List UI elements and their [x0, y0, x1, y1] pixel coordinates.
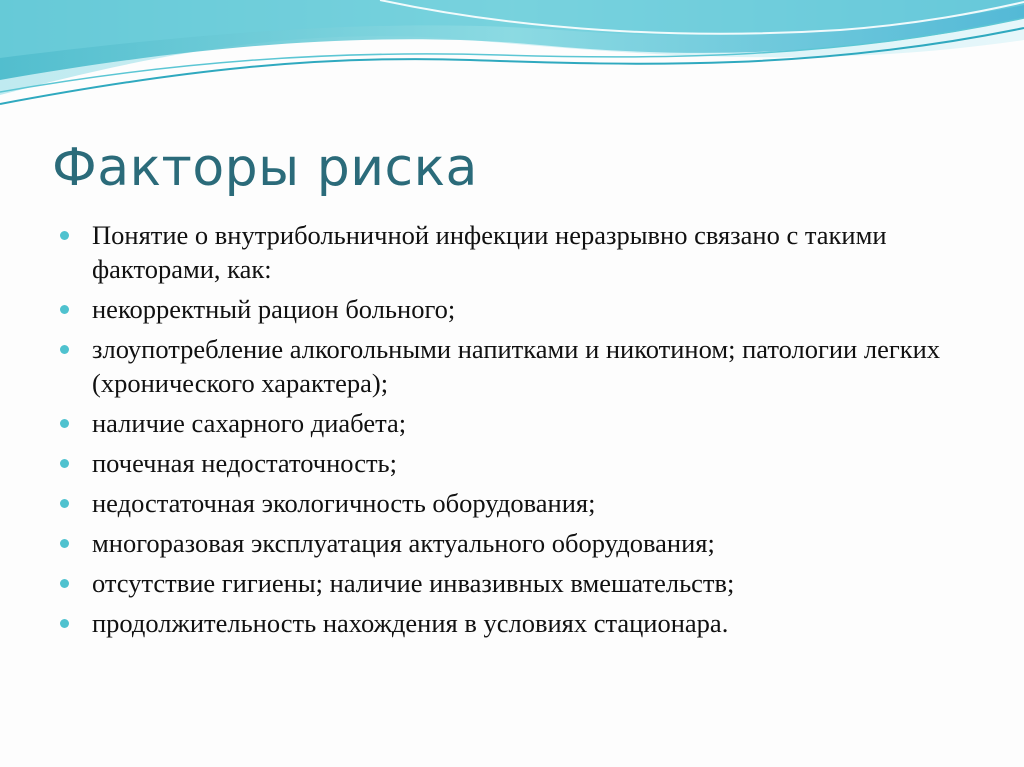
bullet-dot-icon [60, 619, 69, 628]
decorative-wave-banner [0, 0, 1024, 130]
bullet-text: недостаточная экологичность оборудования; [92, 488, 596, 518]
bullet-dot-icon [60, 305, 69, 314]
bullet-dot-icon [60, 345, 69, 354]
bullet-text: некорректный рацион больного; [92, 294, 456, 324]
list-item [58, 446, 988, 480]
bullet-list [58, 218, 988, 646]
bullet-text: продолжительность нахождения в условиях стационара. [92, 608, 729, 638]
bullet-text: злоупотребление алкогольными напитками и никотином; патологии легких (хронического характера); [92, 334, 940, 398]
list-item [58, 332, 988, 400]
bullet-dot-icon [60, 499, 69, 508]
list-item [58, 606, 988, 640]
bullet-text: почечная недостаточность; [92, 448, 397, 478]
list-item [58, 406, 988, 440]
bullet-dot-icon [60, 419, 69, 428]
list-item [58, 292, 988, 326]
list-item [58, 526, 988, 560]
bullet-dot-icon [60, 579, 69, 588]
list-item [58, 486, 988, 520]
slide-title: Факторы риска [52, 138, 478, 198]
bullet-dot-icon [60, 539, 69, 548]
list-item [58, 566, 988, 600]
bullet-text: Понятие о внутрибольничной инфекции неразрывно связано с такими факторами, как: [92, 220, 887, 284]
bullet-dot-icon [60, 459, 69, 468]
bullet-text: многоразовая эксплуатация актуального оборудования; [92, 528, 715, 558]
bullet-dot-icon [60, 231, 69, 240]
bullet-text: наличие сахарного диабета; [92, 408, 407, 438]
list-item [58, 218, 988, 286]
bullet-text: отсутствие гигиены; наличие инвазивных вмешательств; [92, 568, 735, 598]
